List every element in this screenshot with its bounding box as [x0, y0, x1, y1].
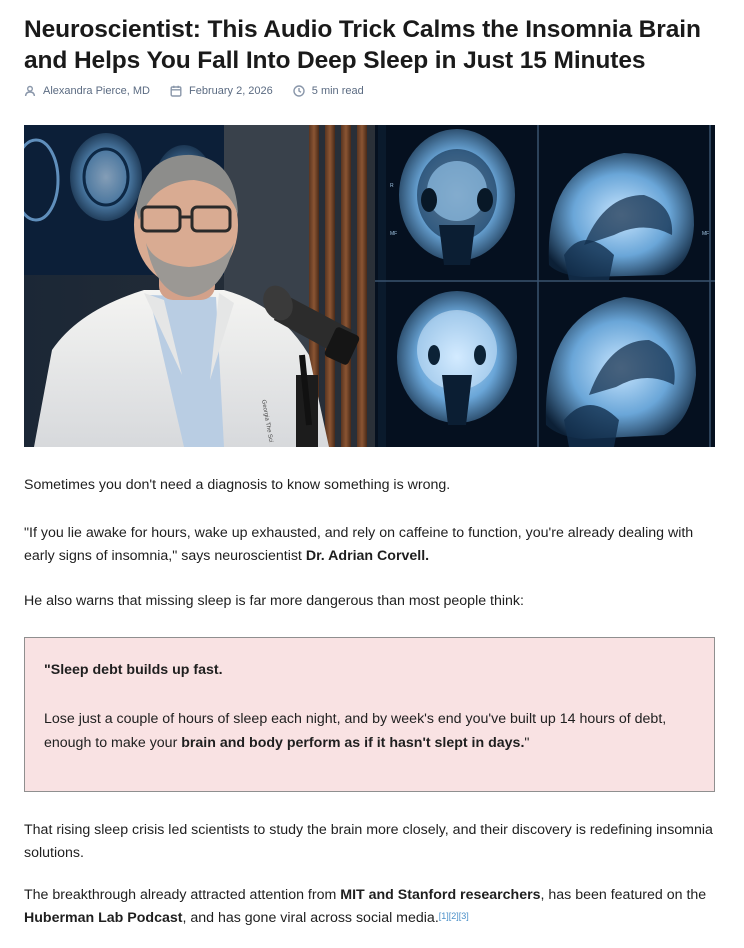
- breakthrough-text-c: , has been featured on the: [540, 887, 707, 903]
- citations: [439, 911, 469, 921]
- scan-label-mf-right: MF: [702, 231, 710, 237]
- coat-embroidery: Georgia The Sci: [260, 399, 274, 443]
- author-meta: [24, 85, 150, 97]
- scan-label-r: R: [390, 183, 394, 189]
- breakthrough-text-e: , and has gone viral across social media.: [182, 910, 439, 926]
- paragraph-crisis: That rising sleep crisis led scientists to study the brain more closely, and their discovery is redefining insomnia solutions.: [24, 822, 713, 861]
- pull-quote: [24, 637, 715, 792]
- article-meta: [24, 82, 384, 100]
- breakthrough-text-a: The breakthrough already attracted attention from: [24, 887, 341, 903]
- author-name[interactable]: Alexandra Pierce, MD: [43, 85, 150, 97]
- publish-date: February 2, 2026: [189, 85, 273, 97]
- quote-heading-text: "Sleep debt builds up fast.: [44, 662, 223, 678]
- paragraph-quote-intro: [24, 522, 724, 568]
- paragraph-breakthrough: [24, 884, 724, 930]
- doctor-name: Dr. Adrian Corvell.: [305, 548, 430, 564]
- read-time-meta: [293, 85, 364, 97]
- clock-icon: [293, 85, 305, 97]
- breakthrough-podcast: Huberman Lab Podcast: [24, 910, 183, 926]
- citation-link-1[interactable]: [1]: [438, 911, 449, 921]
- paragraph-warning: He also warns that missing sleep is far more dangerous than most people think:: [24, 593, 524, 609]
- article-title: Neuroscientist: This Audio Trick Calms the Insomnia Brain and Helps You Fall Into Deep Sleep in Just 15 Minutes: [24, 16, 701, 74]
- calendar-icon: [170, 85, 182, 97]
- quote-body-emphasis: brain and body perform as if it hasn't slept in days.: [181, 735, 525, 751]
- quote-close-mark: ": [524, 735, 530, 751]
- quote-body-text: Lose just a couple of hours of sleep each night, and by week's end you've built up 14 hours of debt, enough to make your: [44, 711, 667, 751]
- quote-body: [44, 707, 704, 755]
- paragraph-intro: Sometimes you don't need a diagnosis to know something is wrong.: [24, 477, 451, 493]
- citation-link-3[interactable]: [3]: [458, 911, 469, 921]
- paragraph-quote-text: "If you lie awake for hours, wake up exhausted, and rely on caffeine to function, you're already dealing with early signs of insomnia," says neuroscientist: [24, 525, 694, 564]
- citation-link-2[interactable]: [2]: [448, 911, 459, 921]
- quote-heading: [44, 658, 704, 682]
- read-time: 5 min read: [311, 85, 364, 97]
- user-icon: [24, 85, 36, 97]
- date-meta: [170, 85, 273, 97]
- breakthrough-institutions: MIT and Stanford researchers: [340, 887, 541, 903]
- scan-label-mf: MF: [390, 231, 398, 237]
- hero-image: [24, 125, 715, 447]
